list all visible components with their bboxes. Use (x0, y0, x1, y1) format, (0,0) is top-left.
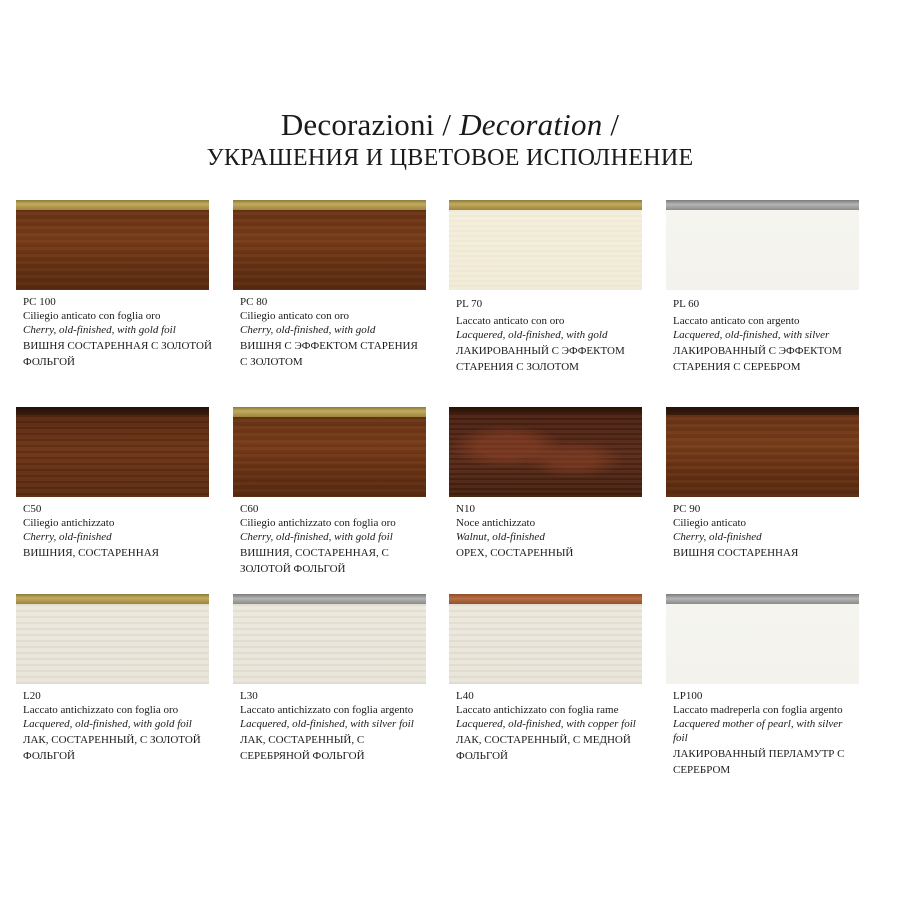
finish-code: PL 60 (673, 298, 700, 310)
finish-name-russian: ОРЕХ, СОСТАРЕННЫЙ (456, 547, 574, 559)
finish-name-english: Lacquered, old-finished, with gold foil (23, 718, 192, 730)
finish-code: L40 (456, 690, 474, 702)
finish-name-russian: ЛАК, СОСТАРЕННЫЙ, С СЕРЕБРЯНОЙ ФОЛЬГОЙ (240, 734, 365, 762)
finish-code: PC 80 (240, 296, 268, 308)
finish-sample (233, 210, 426, 290)
finish-sample (233, 417, 426, 497)
finish-name-italian: Noce antichizzato (456, 517, 536, 529)
finish-name-english: Lacquered, old-finished, with silver foil (240, 718, 414, 730)
swatch-card-pc90 (666, 407, 859, 561)
trim-strip (233, 200, 426, 210)
finish-name-russian: ЛАКИРОВАННЫЙ ПЕРЛАМУТР С СЕРЕБРОМ (673, 748, 845, 776)
finish-name-english: Cherry, old-finished, with gold foil (23, 324, 176, 336)
finish-sample (16, 415, 209, 497)
finish-code: N10 (456, 503, 475, 515)
finish-code: PC 90 (673, 503, 701, 515)
finish-name-italian: Ciliegio antichizzato con foglia oro (240, 517, 396, 529)
finish-name-russian: ВИШНИЯ, СОСТАРЕННАЯ, С ЗОЛОТОЙ ФОЛЬГОЙ (240, 547, 389, 575)
swatch-card-l20 (16, 594, 209, 764)
finish-sample (233, 604, 426, 684)
finish-name-russian: ВИШНЯ СОСТАРЕННАЯ (673, 547, 799, 559)
swatch-card-pc80 (233, 200, 426, 370)
finish-code: LP100 (673, 690, 703, 702)
finish-name-russian: ЛАК, СОСТАРЕННЫЙ, С МЕДНОЙ ФОЛЬГОЙ (456, 734, 631, 762)
swatch-card-pl70 (449, 200, 642, 375)
swatch-card-l30 (233, 594, 426, 764)
finish-name-russian: ВИШНИЯ, СОСТАРЕННАЯ (23, 547, 159, 559)
finish-name-english: Cherry, old-finished (23, 531, 112, 543)
finish-sample (666, 604, 859, 684)
title-italian: Decorazioni / (280, 107, 460, 142)
finish-code: PC 100 (23, 296, 56, 308)
title-slash: / (602, 107, 620, 142)
title-line-latin (0, 108, 900, 142)
swatch-image (449, 594, 642, 684)
finish-name-english: Walnut, old-finished (456, 531, 545, 543)
trim-strip (666, 594, 859, 604)
trim-strip (666, 407, 859, 415)
finish-name-italian: Ciliegio anticato (673, 517, 747, 529)
finish-name-italian: Laccato anticato con oro (456, 315, 565, 327)
finish-name-italian: Laccato antichizzato con foglia argento (240, 704, 414, 716)
finish-name-russian: ВИШНЯ СОСТАРЕННАЯ С ЗОЛОТОЙ ФОЛЬГОЙ (23, 340, 212, 368)
swatch-image (16, 407, 209, 497)
swatch-image (233, 594, 426, 684)
finish-name-russian: ЛАКИРОВАННЫЙ С ЭФФЕКТОМ СТАРЕНИЯ С СЕРЕБРОМ (673, 345, 842, 373)
swatch-image (666, 200, 859, 290)
finish-sample (449, 210, 642, 290)
swatch-card-pc100 (16, 200, 212, 370)
finish-code: L20 (23, 690, 41, 702)
finish-code: C60 (240, 503, 259, 515)
swatch-card-n10 (449, 407, 642, 561)
swatch-card-c50 (16, 407, 209, 561)
swatch-image (666, 407, 859, 497)
swatch-card-pl60 (666, 200, 859, 375)
finish-sample (666, 415, 859, 497)
swatch-image (16, 594, 209, 684)
finish-name-italian: Ciliegio anticato con foglia oro (23, 310, 161, 322)
swatch-card-c60 (233, 407, 426, 577)
trim-strip (16, 407, 209, 415)
title-english: Decoration (459, 107, 603, 142)
finish-sample (449, 604, 642, 684)
swatch-card-l40 (449, 594, 642, 764)
swatch-image (233, 407, 426, 497)
finish-name-english: Cherry, old-finished, with gold foil (240, 531, 393, 543)
trim-strip (16, 200, 209, 210)
finish-name-english: Cherry, old-finished, with gold (240, 324, 376, 336)
finish-name-italian: Ciliegio anticato con oro (240, 310, 350, 322)
finish-sample (16, 210, 209, 290)
swatch-image (449, 200, 642, 290)
trim-strip (233, 594, 426, 604)
finish-name-english: Lacquered, old-finished, with copper foil (456, 718, 636, 730)
finish-name-english: Cherry, old-finished (673, 531, 762, 543)
trim-strip (449, 594, 642, 604)
finish-name-russian: ЛАК, СОСТАРЕННЫЙ, С ЗОЛОТОЙ ФОЛЬГОЙ (23, 734, 201, 762)
finish-code: C50 (23, 503, 42, 515)
finish-code: L30 (240, 690, 258, 702)
swatch-card-lp100 (666, 594, 859, 778)
finish-sample (16, 604, 209, 684)
finish-name-italian: Laccato antichizzato con foglia oro (23, 704, 179, 716)
swatch-image (449, 407, 642, 497)
trim-strip (666, 200, 859, 210)
swatch-image (666, 594, 859, 684)
title-russian: УКРАШЕНИЯ И ЦВЕТОВОЕ ИСПОЛНЕНИЕ (206, 145, 694, 171)
finish-sample (666, 210, 859, 290)
finish-name-italian: Ciliegio antichizzato (23, 517, 115, 529)
trim-strip (16, 594, 209, 604)
finish-name-italian: Laccato madreperla con foglia argento (673, 704, 843, 716)
swatch-image (233, 200, 426, 290)
finish-name-russian: ВИШНЯ С ЭФФЕКТОМ СТАРЕНИЯ С ЗОЛОТОМ (240, 340, 418, 368)
page-title (0, 108, 900, 172)
swatch-image (16, 200, 209, 290)
finish-code: PL 70 (456, 298, 483, 310)
trim-strip (233, 407, 426, 417)
finish-name-russian: ЛАКИРОВАННЫЙ С ЭФФЕКТОМ СТАРЕНИЯ С ЗОЛОТОМ (456, 345, 625, 373)
finish-name-italian: Laccato antichizzato con foglia rame (456, 704, 619, 716)
finish-sample (449, 413, 642, 497)
finish-name-english: Lacquered, old-finished, with silver (673, 329, 830, 341)
finish-name-english: Lacquered, old-finished, with gold (456, 329, 608, 341)
finish-name-english: Lacquered mother of pearl, with silver foil (673, 718, 843, 744)
trim-strip (449, 200, 642, 210)
finish-name-italian: Laccato anticato con argento (673, 315, 800, 327)
